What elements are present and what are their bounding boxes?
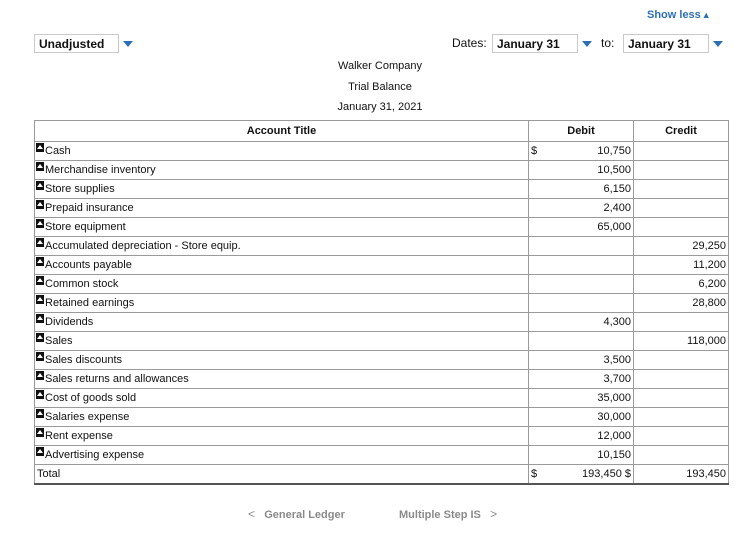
credit-value: 6,200 [698,278,726,290]
debit-cell[interactable] [529,370,634,389]
total-credit-value: 193,450 [686,467,726,480]
chevron-right-icon: > [490,507,498,521]
report-title: Trial Balance [348,81,412,93]
credit-cell[interactable] [634,370,729,389]
debit-cell[interactable] [529,161,634,180]
debit-value: 35,000 [597,392,631,404]
to-label: to: [601,36,615,50]
row-arrow-icon [36,390,44,399]
table-header-row [35,121,729,142]
trial-balance-table [34,120,729,485]
table-row [35,218,729,237]
account-title: Accounts payable [45,259,132,271]
account-title: Accumulated depreciation - Store equip. [45,240,241,252]
account-title-cell[interactable] [35,313,529,332]
debit-value: 4,300 [603,316,631,328]
total-debit-cell [529,465,634,484]
account-title: Store supplies [45,183,115,195]
debit-value: 30,000 [597,411,631,423]
row-arrow-icon [36,333,44,342]
credit-value: 11,200 [693,259,726,271]
row-arrow-icon [36,219,44,228]
credit-cell[interactable] [634,218,729,237]
account-title: Store equipment [45,221,126,233]
table-row [35,351,729,370]
debit-cell[interactable] [529,142,634,161]
debit-value: 6,150 [603,183,631,195]
row-arrow-icon [36,371,44,380]
total-debit-value: 193,450 [582,467,622,480]
triangle-up-icon: ▲ [701,10,711,20]
row-arrow-icon [36,295,44,304]
debit-value: 2,400 [603,202,631,214]
credit-value: 29,250 [692,240,726,252]
account-title-cell[interactable] [35,256,529,275]
debit-cell[interactable] [529,256,634,275]
account-title-cell[interactable] [35,446,529,465]
header-credit: Credit [634,121,729,142]
row-arrow-icon [36,409,44,418]
account-title-cell[interactable] [35,218,529,237]
dates-label: Dates: [452,36,487,50]
debit-value: 3,700 [603,373,631,385]
next-link-label: Multiple Step IS [399,509,481,521]
account-title-cell[interactable] [35,199,529,218]
account-title: Sales [45,335,73,347]
row-arrow-icon [36,200,44,209]
table-row [35,446,729,465]
header-debit: Debit [529,121,634,142]
prev-link-label: General Ledger [264,509,345,521]
account-title: Sales discounts [45,354,123,366]
credit-cell[interactable] [634,237,729,256]
account-title-cell[interactable] [35,275,529,294]
account-title-cell[interactable] [35,180,529,199]
table-row [35,408,729,427]
table-row [35,180,729,199]
credit-cell[interactable] [634,199,729,218]
currency-symbol: $ [624,467,631,480]
account-title: Cash [45,145,71,157]
row-arrow-icon [36,257,44,266]
table-row [35,370,729,389]
debit-cell[interactable] [529,237,634,256]
account-title-cell[interactable] [35,427,529,446]
debit-cell[interactable] [529,313,634,332]
table-row [35,256,729,275]
total-credit-cell [634,465,729,484]
company-name: Walker Company [338,60,422,72]
credit-cell[interactable] [634,180,729,199]
chevron-down-icon[interactable] [713,41,723,47]
credit-value: 28,800 [692,297,726,309]
credit-cell[interactable] [634,446,729,465]
table-row [35,389,729,408]
debit-cell[interactable] [529,332,634,351]
credit-cell[interactable] [634,351,729,370]
account-title-cell[interactable] [35,294,529,313]
debit-cell[interactable] [529,408,634,427]
account-title: Prepaid insurance [45,202,134,214]
next-multiple-step-is-link[interactable] [399,507,497,521]
show-less-toggle[interactable] [647,9,711,21]
account-title: Sales returns and allowances [45,373,189,385]
debit-cell[interactable] [529,180,634,199]
account-title: Cost of goods sold [45,392,137,404]
balance-type-select[interactable]: Unadjusted [34,34,119,53]
account-title-cell[interactable] [35,389,529,408]
row-arrow-icon [36,428,44,437]
debit-cell[interactable] [529,351,634,370]
chevron-down-icon[interactable] [123,41,133,47]
account-title-cell[interactable] [35,142,529,161]
account-title: Retained earnings [45,297,135,309]
table-row [35,237,729,256]
debit-cell[interactable] [529,199,634,218]
report-date: January 31, 2021 [337,101,423,113]
row-arrow-icon [36,352,44,361]
chevron-down-icon[interactable] [582,41,592,47]
account-title-cell[interactable] [35,351,529,370]
table-row [35,332,729,351]
credit-cell[interactable] [634,256,729,275]
account-title: Dividends [45,316,94,328]
debit-value: 10,500 [597,164,631,176]
currency-symbol: $ [531,145,538,157]
debit-cell[interactable] [529,389,634,408]
credit-cell[interactable] [634,389,729,408]
account-title-cell[interactable] [35,408,529,427]
table-row [35,275,729,294]
account-title: Merchandise inventory [45,164,156,176]
date-to-select[interactable]: January 31 [623,34,709,53]
row-arrow-icon [36,447,44,456]
account-title-cell[interactable] [35,237,529,256]
table-row [35,142,729,161]
debit-cell[interactable] [529,218,634,237]
table-row [35,294,729,313]
row-arrow-icon [36,314,44,323]
table-row [35,161,729,180]
credit-cell[interactable] [634,275,729,294]
credit-value: 118,000 [687,335,726,347]
debit-cell[interactable] [529,427,634,446]
total-row [35,465,729,484]
row-arrow-icon [36,181,44,190]
credit-cell[interactable] [634,427,729,446]
debit-cell[interactable] [529,446,634,465]
row-arrow-icon [36,276,44,285]
table-row [35,313,729,332]
credit-cell[interactable] [634,408,729,427]
date-from-select[interactable]: January 31 [492,34,578,53]
account-title-cell[interactable] [35,370,529,389]
account-title: Rent expense [45,430,113,442]
prev-general-ledger-link[interactable] [248,507,345,521]
account-title: Advertising expense [45,449,145,461]
account-title: Common stock [45,278,119,290]
total-label: Total [35,465,529,484]
account-title-cell[interactable] [35,332,529,351]
credit-cell[interactable] [634,294,729,313]
row-arrow-icon [36,162,44,171]
debit-cell[interactable] [529,294,634,313]
currency-symbol: $ [531,468,538,480]
row-arrow-icon [36,238,44,247]
account-title: Salaries expense [45,411,130,423]
debit-value: 3,500 [603,354,631,366]
header-account-title: Account Title [35,121,529,142]
table-row [35,427,729,446]
debit-cell[interactable] [529,275,634,294]
table-row [35,199,729,218]
debit-value: 10,750 [597,145,631,157]
debit-value: 65,000 [597,221,631,233]
credit-cell[interactable] [634,142,729,161]
debit-value: 12,000 [597,430,631,442]
account-title-cell[interactable] [35,161,529,180]
credit-cell[interactable] [634,332,729,351]
credit-cell[interactable] [634,313,729,332]
show-less-label: Show less [647,9,701,21]
debit-value: 10,150 [597,449,631,461]
row-arrow-icon [36,143,44,152]
chevron-left-icon: < [248,507,256,521]
credit-cell[interactable] [634,161,729,180]
